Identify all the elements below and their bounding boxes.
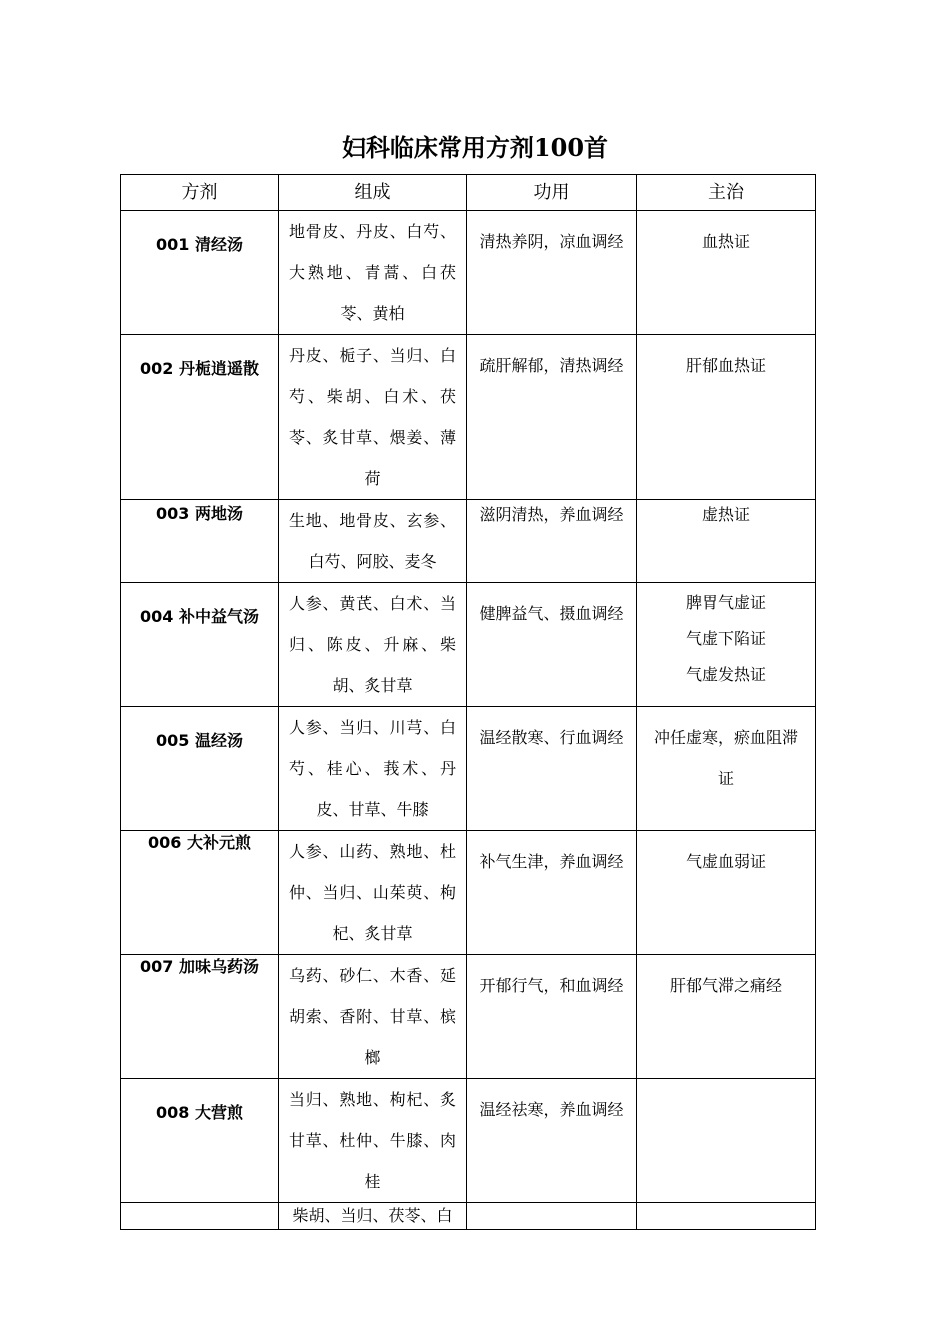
indication <box>637 955 816 1079</box>
composition: 人参、山药、熟地、杜仲、当归、山茱萸、枸杞、炙甘草 <box>279 831 467 955</box>
page-title: 妇科临床常用方剂100首 <box>341 133 609 162</box>
function: 温经祛寒，养血调经 <box>467 1079 637 1203</box>
prescription-name: 004 补中益气汤 <box>121 583 279 707</box>
indication <box>637 500 816 583</box>
table-row <box>121 1203 816 1230</box>
composition: 当归、熟地、枸杞、炙甘草、杜仲、牛膝、肉桂 <box>279 1079 467 1203</box>
composition: 生地、地骨皮、玄参、白芍、阿胶、麦冬 <box>279 500 467 583</box>
prescription-name: 007 加味乌药汤 <box>121 955 279 1079</box>
indication <box>637 1079 816 1203</box>
prescription-name: 003 两地汤 <box>121 500 279 583</box>
function: 补气生津，养血调经 <box>467 831 637 955</box>
table-header-row <box>121 175 816 211</box>
indication-line: 气虚下陷证 <box>685 629 766 648</box>
composition: 柴胡、当归、茯苓、白 <box>279 1203 467 1230</box>
composition: 地骨皮、丹皮、白芍、大熟地、青蒿、白茯苓、黄柏 <box>279 211 467 335</box>
function <box>467 1203 637 1230</box>
table-row <box>121 335 816 500</box>
header-indication: 主治 <box>637 175 816 211</box>
indication-line: 脾胃气虚证 <box>685 593 766 612</box>
function: 温经散寒、行血调经 <box>467 707 637 831</box>
prescription-name: 008 大营煎 <box>121 1079 279 1203</box>
prescription-name: 001 清经汤 <box>121 211 279 335</box>
indication <box>637 335 816 500</box>
composition: 丹皮、栀子、当归、白芍、柴胡、白术、茯苓、炙甘草、煨姜、薄荷 <box>279 335 467 500</box>
table-row <box>121 211 816 335</box>
function: 开郁行气，和血调经 <box>467 955 637 1079</box>
prescription-name: 002 丹栀逍遥散 <box>121 335 279 500</box>
table-row <box>121 500 816 583</box>
indication <box>637 1203 816 1230</box>
indication <box>637 211 816 335</box>
table-row <box>121 955 816 1079</box>
function: 滋阴清热，养血调经 <box>467 500 637 583</box>
table-row <box>121 707 816 831</box>
header-function: 功用 <box>467 175 637 211</box>
indication-line: 肝郁气滞之痛经 <box>669 976 782 995</box>
function: 清热养阴，凉血调经 <box>467 211 637 335</box>
prescription-name: 005 温经汤 <box>121 707 279 831</box>
indication-line: 虚热证 <box>701 505 750 524</box>
indication-line: 肝郁血热证 <box>685 356 766 375</box>
indication-line: 血热证 <box>701 232 750 251</box>
prescription-name <box>121 1203 279 1230</box>
function: 健脾益气、摄血调经 <box>467 583 637 707</box>
indication <box>637 583 816 707</box>
table-row <box>121 1079 816 1203</box>
table-row <box>121 831 816 955</box>
header-composition: 组成 <box>279 175 467 211</box>
prescription-name: 006 大补元煎 <box>121 831 279 955</box>
composition: 人参、当归、川芎、白芍、桂心、莪术、丹皮、甘草、牛膝 <box>279 707 467 831</box>
indication: 冲任虚寒，瘀血阻滞证 <box>637 707 816 831</box>
table-row <box>121 583 816 707</box>
function: 疏肝解郁，清热调经 <box>467 335 637 500</box>
header-prescription: 方剂 <box>121 175 279 211</box>
indication-line: 气虚血弱证 <box>685 852 766 871</box>
prescription-table <box>120 174 816 1230</box>
indication <box>637 831 816 955</box>
indication-line: 气虚发热证 <box>685 665 766 684</box>
composition: 人参、黄芪、白术、当归、陈皮、升麻、柴胡、炙甘草 <box>279 583 467 707</box>
composition: 乌药、砂仁、木香、延胡索、香附、甘草、槟榔 <box>279 955 467 1079</box>
